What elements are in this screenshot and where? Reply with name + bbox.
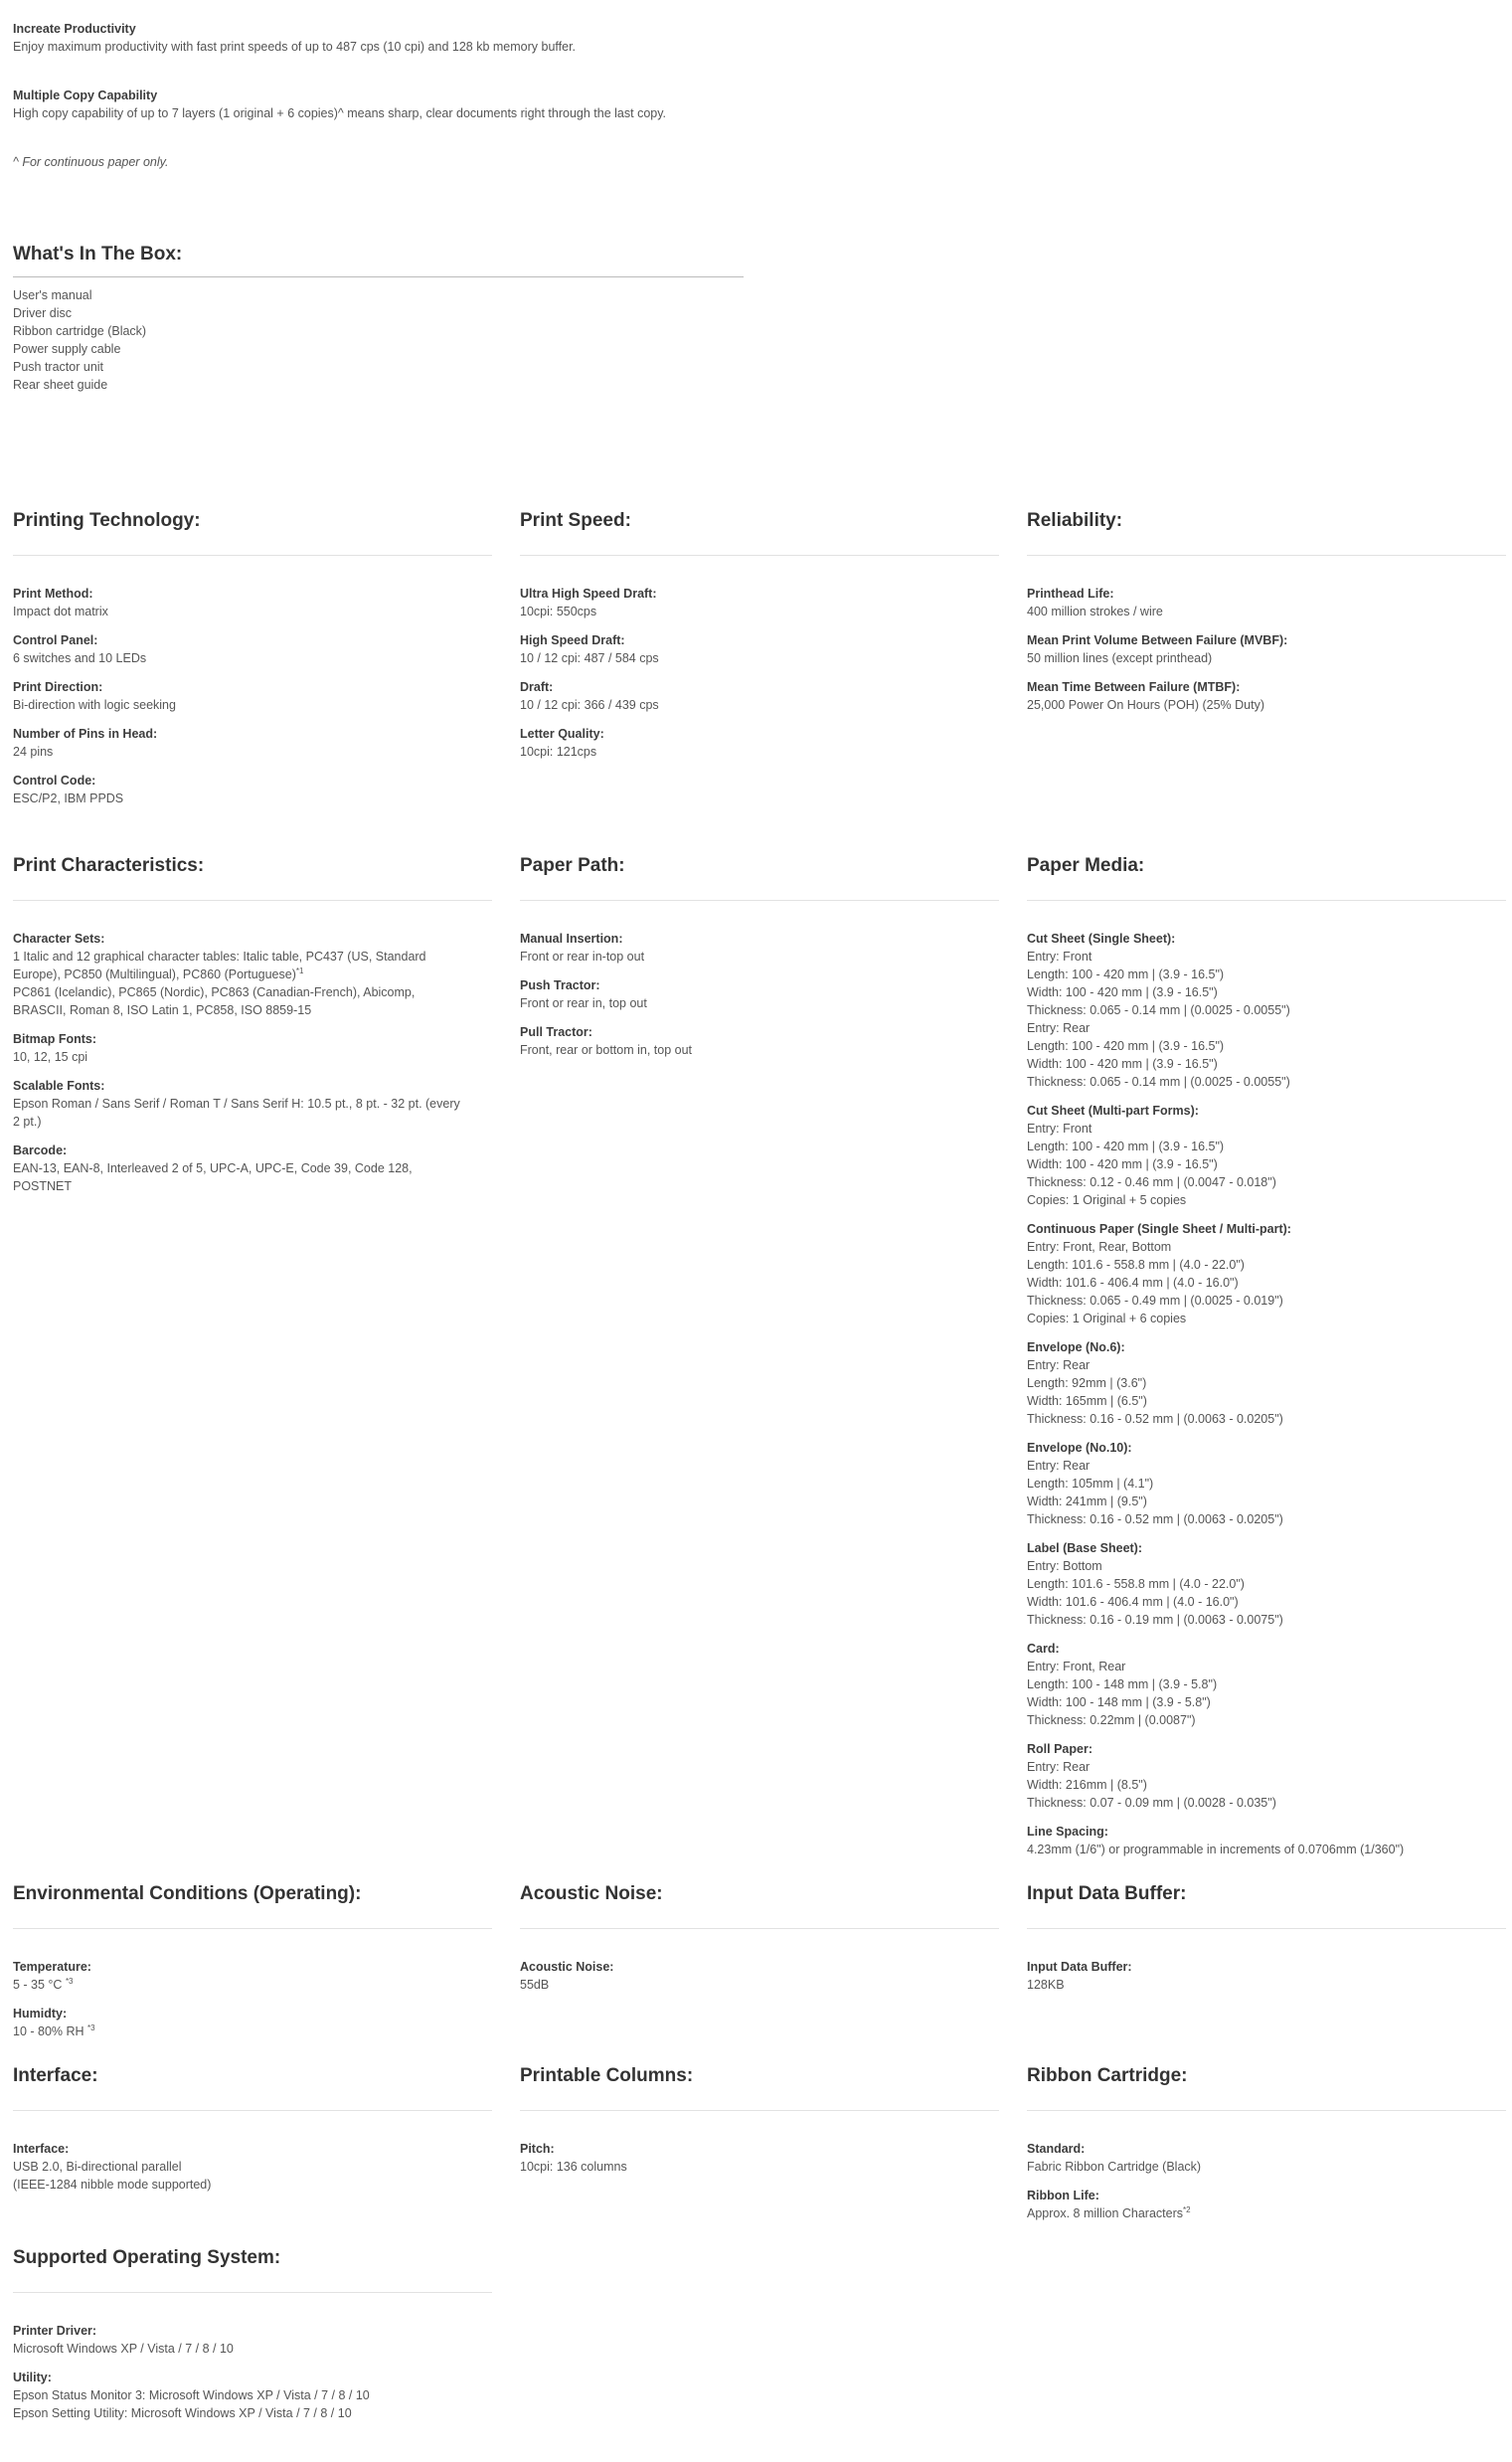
spec-value-line — [1027, 1356, 1506, 1374]
spec-value-line — [1027, 1310, 1506, 1327]
spec-label: Printer Driver: — [13, 2324, 97, 2338]
feature-productivity — [13, 20, 1106, 56]
spec-value-text: Entry: Rear — [1027, 1760, 1091, 1774]
spec-value-text: Approx. 8 million Characters — [1027, 2206, 1184, 2220]
spec-value-line — [520, 994, 999, 1012]
box-item: Driver disc — [13, 306, 73, 320]
spec-item-utility — [13, 2369, 492, 2422]
spec-label: Printhead Life: — [1027, 587, 1114, 601]
spec-item-scalable-fonts — [13, 1077, 492, 1131]
spec-value-text: Entry: Front — [1027, 950, 1092, 964]
spec-value-text: Thickness: 0.22mm | (0.0087") — [1027, 1713, 1196, 1727]
spec-label: Push Tractor: — [520, 978, 600, 992]
spec-value-text: Width: 165mm | (6.5") — [1027, 1394, 1147, 1408]
spec-item-cut-sheet-single-sheet — [1027, 930, 1506, 1091]
spec-item-humidty — [13, 2005, 492, 2040]
spec-value-text: Length: 105mm | (4.1") — [1027, 1477, 1154, 1491]
spec-value-line — [13, 1159, 492, 1177]
spec-value-line — [1027, 1410, 1506, 1428]
spec-label: Card: — [1027, 1642, 1060, 1656]
spec-item-print-method — [13, 585, 492, 620]
spec-value-line — [1027, 1593, 1506, 1611]
spec-value-line — [1027, 1776, 1506, 1794]
spec-value-text: 2 pt.) — [13, 1115, 42, 1129]
spec-value-text: Length: 100 - 420 mm | (3.9 - 16.5") — [1027, 1039, 1225, 1053]
box-contents-list — [13, 286, 146, 394]
spec-label: Control Panel: — [13, 633, 98, 647]
spec-item-ribbon-life — [1027, 2187, 1506, 2222]
feature-text: High copy capability of up to 7 layers (1 original + 6 copies)^ means sharp, clear documents right through the last copy. — [13, 106, 667, 120]
spec-value-line — [1027, 603, 1506, 620]
spec-print-characteristics — [13, 854, 492, 1206]
spec-value-line — [1027, 2158, 1506, 2176]
spec-value-text: 6 switches and 10 LEDs — [13, 651, 147, 665]
spec-label: Ultra High Speed Draft: — [520, 587, 657, 601]
spec-value-line — [13, 1001, 492, 1019]
spec-item-line-spacing — [1027, 1823, 1506, 1858]
spec-value-line — [1027, 1155, 1506, 1173]
feature-title: Multiple Copy Capability — [13, 88, 158, 102]
spec-label: Humidty: — [13, 2007, 68, 2021]
spec-label: Mean Time Between Failure (MTBF): — [1027, 680, 1241, 694]
spec-value-text: Entry: Bottom — [1027, 1559, 1102, 1573]
spec-label: Temperature: — [13, 1960, 91, 1974]
spec-value-text: 25,000 Power On Hours (POH) (25% Duty) — [1027, 698, 1264, 712]
spec-value-text: Front or rear in, top out — [520, 996, 647, 1010]
spec-value-line — [1027, 1292, 1506, 1310]
feature-text: Enjoy maximum productivity with fast print speeds of up to 487 cps (10 cpi) and 128 kb memory buffer. — [13, 40, 577, 54]
box-item: Power supply cable — [13, 342, 121, 356]
spec-value-text: 128KB — [1027, 1978, 1065, 1992]
spec-item-ultra-high-speed-draft — [520, 585, 999, 620]
spec-value-text: 10cpi: 136 columns — [520, 2160, 627, 2174]
spec-heading: Ribbon Cartridge: — [1027, 2064, 1506, 2111]
box-heading: What's In The Box: — [13, 243, 744, 277]
spec-label: Standard: — [1027, 2142, 1086, 2156]
spec-value-text: Microsoft Windows XP / Vista / 7 / 8 / 10 — [13, 2342, 234, 2356]
spec-value-text: Epson Roman / Sans Serif / Roman T / Sans Serif H: 10.5 pt., 8 pt. - 32 pt. (every — [13, 1097, 460, 1111]
spec-label: Input Data Buffer: — [1027, 1960, 1132, 1974]
spec-value-text: 10 / 12 cpi: 487 / 584 cps — [520, 651, 659, 665]
spec-value-line — [1027, 983, 1506, 1001]
spec-printing-technology — [13, 509, 492, 818]
spec-value-line — [1027, 1073, 1506, 1091]
spec-value-text: 4.23mm (1/6") or programmable in increments of 0.0706mm (1/360") — [1027, 1843, 1405, 1856]
spec-value-text: 24 pins — [13, 745, 54, 759]
spec-value-line — [13, 2022, 492, 2040]
spec-label: Mean Print Volume Between Failure (MVBF): — [1027, 633, 1288, 647]
spec-value-line — [1027, 1120, 1506, 1138]
spec-label: Pitch: — [520, 2142, 555, 2156]
continuous-paper-footnote: ^ For continuous paper only. — [13, 155, 169, 169]
spec-value-line — [1027, 1575, 1506, 1593]
spec-item-control-panel — [13, 631, 492, 667]
spec-label: Character Sets: — [13, 932, 105, 946]
spec-value-line — [520, 696, 999, 714]
spec-value-line — [1027, 1392, 1506, 1410]
spec-heading: Reliability: — [1027, 509, 1506, 556]
spec-label: Draft: — [520, 680, 554, 694]
spec-value-line — [13, 1095, 492, 1113]
spec-interface — [13, 2064, 492, 2204]
spec-item-envelope-no-10 — [1027, 1439, 1506, 1528]
spec-label: Cut Sheet (Single Sheet): — [1027, 932, 1176, 946]
spec-value-line — [1027, 649, 1506, 667]
spec-value-line — [1027, 1711, 1506, 1729]
spec-heading: Printing Technology: — [13, 509, 492, 556]
spec-value-line — [1027, 1693, 1506, 1711]
spec-value-text: Length: 100 - 148 mm | (3.9 - 5.8") — [1027, 1677, 1218, 1691]
spec-item-interface — [13, 2140, 492, 2194]
box-item: Ribbon cartridge (Black) — [13, 324, 147, 338]
spec-item-character-sets — [13, 930, 492, 1019]
spec-value-text: 10cpi: 550cps — [520, 605, 597, 618]
spec-item-barcode — [13, 1142, 492, 1195]
spec-label: Envelope (No.6): — [1027, 1340, 1125, 1354]
spec-value-line — [520, 603, 999, 620]
spec-label: Print Method: — [13, 587, 93, 601]
spec-value-text: PC861 (Icelandic), PC865 (Nordic), PC863 (Canadian-French), Abicomp, — [13, 985, 416, 999]
footnote-marker: *3 — [87, 2022, 95, 2032]
spec-label: Cut Sheet (Multi-part Forms): — [1027, 1104, 1199, 1118]
spec-label: Pull Tractor: — [520, 1025, 592, 1039]
spec-label: Letter Quality: — [520, 727, 604, 741]
spec-value-line — [520, 649, 999, 667]
spec-value-text: Length: 100 - 420 mm | (3.9 - 16.5") — [1027, 1140, 1225, 1153]
spec-value-text: Width: 100 - 420 mm | (3.9 - 16.5") — [1027, 1057, 1218, 1071]
spec-value-text: 10, 12, 15 cpi — [13, 1050, 88, 1064]
spec-value-line — [1027, 1019, 1506, 1037]
spec-reliability — [1027, 509, 1506, 725]
spec-value-text: Fabric Ribbon Cartridge (Black) — [1027, 2160, 1202, 2174]
spec-value-text: Thickness: 0.16 - 0.52 mm | (0.0063 - 0.0205") — [1027, 1512, 1283, 1526]
spec-value-text: Impact dot matrix — [13, 605, 108, 618]
spec-value-line — [1027, 2204, 1506, 2222]
spec-label: Utility: — [13, 2371, 52, 2384]
spec-heading: Supported Operating System: — [13, 2246, 492, 2293]
spec-environmental-conditions — [13, 1882, 492, 2051]
spec-item-label-base-sheet — [1027, 1539, 1506, 1629]
spec-value-text: POSTNET — [13, 1179, 73, 1193]
spec-value-line — [13, 2158, 492, 2176]
spec-label: Scalable Fonts: — [13, 1079, 105, 1093]
spec-item-bitmap-fonts — [13, 1030, 492, 1066]
spec-label: Continuous Paper (Single Sheet / Multi-part): — [1027, 1222, 1291, 1236]
spec-value-line — [13, 2386, 492, 2404]
spec-label: High Speed Draft: — [520, 633, 625, 647]
spec-heading: Printable Columns: — [520, 2064, 999, 2111]
spec-value-text: EAN-13, EAN-8, Interleaved 2 of 5, UPC-A, UPC-E, Code 39, Code 128, — [13, 1161, 413, 1175]
spec-label: Number of Pins in Head: — [13, 727, 158, 741]
spec-item-control-code — [13, 772, 492, 807]
spec-value-text: Entry: Front — [1027, 1122, 1092, 1136]
spec-value-line — [13, 1177, 492, 1195]
box-item: Push tractor unit — [13, 360, 104, 374]
spec-value-line — [13, 948, 492, 966]
spec-value-text: Epson Setting Utility: Microsoft Windows XP / Vista / 7 / 8 / 10 — [13, 2406, 352, 2420]
spec-item-number-of-pins-in-head — [13, 725, 492, 761]
spec-value-line — [1027, 1238, 1506, 1256]
spec-printable-columns — [520, 2064, 999, 2187]
spec-item-roll-paper — [1027, 1740, 1506, 1812]
spec-value-text: Width: 101.6 - 406.4 mm | (4.0 - 16.0") — [1027, 1595, 1239, 1609]
spec-paper-media — [1027, 854, 1506, 1869]
spec-label: Roll Paper: — [1027, 1742, 1092, 1756]
spec-item-mean-time-between-failure-mtbf — [1027, 678, 1506, 714]
spec-item-standard — [1027, 2140, 1506, 2176]
spec-value-text: (IEEE-1284 nibble mode supported) — [13, 2178, 212, 2192]
spec-value-line — [520, 1041, 999, 1059]
spec-item-letter-quality — [520, 725, 999, 761]
spec-value-text: Length: 100 - 420 mm | (3.9 - 16.5") — [1027, 967, 1225, 981]
spec-value-text: Width: 100 - 148 mm | (3.9 - 5.8") — [1027, 1695, 1211, 1709]
spec-value-line — [1027, 1976, 1506, 1994]
spec-value-text: Thickness: 0.065 - 0.14 mm | (0.0025 - 0.0055") — [1027, 1003, 1290, 1017]
spec-heading: Input Data Buffer: — [1027, 1882, 1506, 1929]
spec-value-text: Width: 101.6 - 406.4 mm | (4.0 - 16.0") — [1027, 1276, 1239, 1290]
spec-label: Bitmap Fonts: — [13, 1032, 97, 1046]
spec-item-printhead-life — [1027, 585, 1506, 620]
spec-item-draft — [520, 678, 999, 714]
spec-label: Barcode: — [13, 1143, 68, 1157]
spec-heading: Print Speed: — [520, 509, 999, 556]
spec-heading: Paper Path: — [520, 854, 999, 901]
spec-value-text: Copies: 1 Original + 6 copies — [1027, 1312, 1187, 1325]
box-item: Rear sheet guide — [13, 378, 108, 392]
spec-supported-os — [13, 2246, 492, 2433]
spec-label: Print Direction: — [13, 680, 103, 694]
spec-item-temperature — [13, 1958, 492, 1994]
spec-item-push-tractor — [520, 976, 999, 1012]
spec-value-text: Entry: Front, Rear — [1027, 1660, 1126, 1673]
spec-heading: Paper Media: — [1027, 854, 1506, 901]
spec-value-line — [1027, 1173, 1506, 1191]
spec-item-pitch — [520, 2140, 999, 2176]
spec-value-text: 10cpi: 121cps — [520, 745, 597, 759]
spec-paper-path — [520, 854, 999, 1070]
spec-value-text: Thickness: 0.16 - 0.19 mm | (0.0063 - 0.0075") — [1027, 1613, 1283, 1627]
spec-value-line — [1027, 1055, 1506, 1073]
spec-acoustic-noise — [520, 1882, 999, 2005]
spec-value-text: Entry: Front, Rear, Bottom — [1027, 1240, 1172, 1254]
spec-value-text: 5 - 35 °C — [13, 1978, 66, 1992]
footnote-marker: *3 — [65, 1976, 74, 1986]
spec-value-line — [13, 743, 492, 761]
spec-print-speed — [520, 509, 999, 772]
spec-value-text: BRASCII, Roman 8, ISO Latin 1, PC858, ISO 8859-15 — [13, 1003, 312, 1017]
spec-value-line — [13, 1113, 492, 1131]
spec-value-line — [1027, 1037, 1506, 1055]
spec-value-text: Copies: 1 Original + 5 copies — [1027, 1193, 1187, 1207]
spec-value-text: Front or rear in-top out — [520, 950, 645, 964]
spec-value-line — [1027, 696, 1506, 714]
spec-value-text: Epson Status Monitor 3: Microsoft Windows XP / Vista / 7 / 8 / 10 — [13, 2388, 370, 2402]
spec-value-line — [1027, 1510, 1506, 1528]
spec-heading: Environmental Conditions (Operating): — [13, 1882, 492, 1929]
spec-item-pull-tractor — [520, 1023, 999, 1059]
spec-value-line — [13, 966, 492, 983]
spec-value-line — [13, 2176, 492, 2194]
spec-value-line — [1027, 1794, 1506, 1812]
spec-value-text: 10 / 12 cpi: 366 / 439 cps — [520, 698, 659, 712]
spec-value-line — [1027, 948, 1506, 966]
spec-value-text: ESC/P2, IBM PPDS — [13, 791, 124, 805]
spec-value-text: Europe), PC850 (Multilingual), PC860 (Portuguese) — [13, 967, 296, 981]
spec-value-text: Width: 100 - 420 mm | (3.9 - 16.5") — [1027, 985, 1218, 999]
spec-value-line — [1027, 1001, 1506, 1019]
spec-value-text: Width: 216mm | (8.5") — [1027, 1778, 1147, 1792]
spec-value-line — [1027, 1658, 1506, 1675]
spec-value-line — [1027, 1611, 1506, 1629]
spec-value-line — [1027, 1191, 1506, 1209]
spec-label: Line Spacing: — [1027, 1825, 1108, 1839]
spec-value-text: Thickness: 0.12 - 0.46 mm | (0.0047 - 0.018") — [1027, 1175, 1276, 1189]
spec-input-data-buffer — [1027, 1882, 1506, 2005]
spec-item-print-direction — [13, 678, 492, 714]
spec-value-line — [1027, 1475, 1506, 1493]
spec-value-text: Thickness: 0.16 - 0.52 mm | (0.0063 - 0.0205") — [1027, 1412, 1283, 1426]
spec-value-text: Length: 101.6 - 558.8 mm | (4.0 - 22.0") — [1027, 1577, 1245, 1591]
spec-value-line — [1027, 1758, 1506, 1776]
spec-value-text: 50 million lines (except printhead) — [1027, 651, 1213, 665]
spec-value-line — [13, 2340, 492, 2358]
spec-value-line — [1027, 966, 1506, 983]
spec-ribbon-cartridge — [1027, 2064, 1506, 2233]
spec-value-line — [1027, 1841, 1506, 1858]
spec-value-line — [1027, 1457, 1506, 1475]
spec-item-cut-sheet-multi-part-forms — [1027, 1102, 1506, 1209]
spec-item-continuous-paper-single-sheet-multi-part — [1027, 1220, 1506, 1327]
spec-value-line — [13, 1048, 492, 1066]
footnote-marker: *2 — [1183, 2204, 1191, 2214]
spec-value-text: 10 - 80% RH — [13, 2024, 88, 2038]
spec-value-text: Width: 100 - 420 mm | (3.9 - 16.5") — [1027, 1157, 1218, 1171]
box-item: User's manual — [13, 288, 92, 302]
feature-multiple-copy — [13, 87, 1106, 122]
spec-label: Interface: — [13, 2142, 70, 2156]
spec-value-line — [1027, 1274, 1506, 1292]
spec-heading: Print Characteristics: — [13, 854, 492, 901]
spec-value-line — [13, 603, 492, 620]
spec-value-line — [520, 948, 999, 966]
spec-value-line — [13, 696, 492, 714]
spec-value-line — [520, 2158, 999, 2176]
spec-value-text: Length: 101.6 - 558.8 mm | (4.0 - 22.0") — [1027, 1258, 1245, 1272]
spec-value-line — [520, 743, 999, 761]
spec-value-text: Thickness: 0.07 - 0.09 mm | (0.0028 - 0.035") — [1027, 1796, 1276, 1810]
spec-label: Label (Base Sheet): — [1027, 1541, 1143, 1555]
spec-value-text: USB 2.0, Bi-directional parallel — [13, 2160, 182, 2174]
spec-value-line — [13, 649, 492, 667]
spec-value-line — [13, 2404, 492, 2422]
spec-heading: Acoustic Noise: — [520, 1882, 999, 1929]
spec-value-line — [1027, 1374, 1506, 1392]
feature-title: Increate Productivity — [13, 22, 136, 36]
spec-value-text: Bi-direction with logic seeking — [13, 698, 176, 712]
spec-value-line — [13, 1976, 492, 1994]
spec-value-text: Entry: Rear — [1027, 1459, 1091, 1473]
spec-label: Ribbon Life: — [1027, 2189, 1099, 2202]
spec-value-line — [1027, 1557, 1506, 1575]
spec-value-line — [1027, 1493, 1506, 1510]
spec-value-line — [13, 790, 492, 807]
spec-value-text: Width: 241mm | (9.5") — [1027, 1495, 1147, 1508]
spec-item-high-speed-draft — [520, 631, 999, 667]
spec-value-line — [1027, 1675, 1506, 1693]
spec-value-text: Thickness: 0.065 - 0.14 mm | (0.0025 - 0.0055") — [1027, 1075, 1290, 1089]
spec-value-text: 1 Italic and 12 graphical character tables: Italic table, PC437 (US, Standard — [13, 950, 426, 964]
spec-value-text: Entry: Rear — [1027, 1021, 1091, 1035]
spec-heading: Interface: — [13, 2064, 492, 2111]
spec-item-acoustic-noise — [520, 1958, 999, 1994]
spec-label: Acoustic Noise: — [520, 1960, 614, 1974]
spec-value-text: Entry: Rear — [1027, 1358, 1091, 1372]
spec-value-text: Front, rear or bottom in, top out — [520, 1043, 692, 1057]
spec-value-text: 400 million strokes / wire — [1027, 605, 1163, 618]
spec-value-line — [13, 983, 492, 1001]
spec-value-line — [520, 1976, 999, 1994]
spec-item-envelope-no-6 — [1027, 1338, 1506, 1428]
spec-label: Envelope (No.10): — [1027, 1441, 1132, 1455]
spec-item-printer-driver — [13, 2322, 492, 2358]
spec-value-text: 55dB — [520, 1978, 550, 1992]
spec-item-manual-insertion — [520, 930, 999, 966]
spec-value-text: Length: 92mm | (3.6") — [1027, 1376, 1147, 1390]
spec-label: Control Code: — [13, 774, 96, 788]
spec-value-text: Thickness: 0.065 - 0.49 mm | (0.0025 - 0.019") — [1027, 1294, 1283, 1308]
spec-value-line — [1027, 1138, 1506, 1155]
spec-item-card — [1027, 1640, 1506, 1729]
spec-label: Manual Insertion: — [520, 932, 623, 946]
spec-item-mean-print-volume-between-failure-mvbf — [1027, 631, 1506, 667]
spec-value-line — [1027, 1256, 1506, 1274]
spec-item-input-data-buffer — [1027, 1958, 1506, 1994]
footnote-marker: *1 — [295, 966, 304, 975]
